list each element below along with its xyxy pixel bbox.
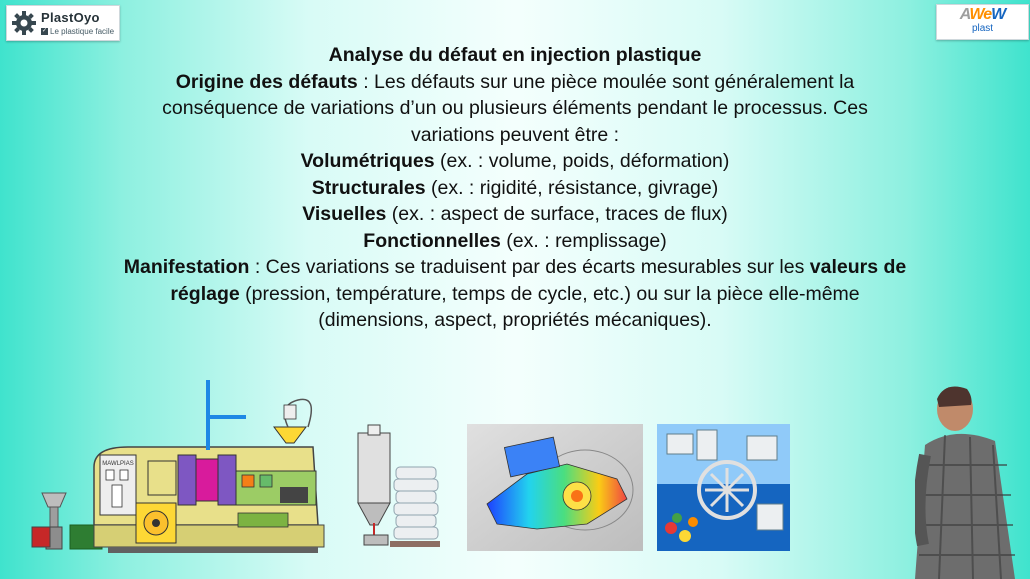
- plastoyo-tagline-text: Le plastique facile: [50, 27, 115, 36]
- origin-paragraph: [100, 69, 930, 149]
- manifestation-label: Manifestation: [123, 256, 250, 278]
- injection-machine-illustration: [28, 375, 448, 575]
- gear-icon: [11, 10, 37, 36]
- presenter-figure: [915, 375, 1030, 579]
- origin-label: Origine des défauts: [175, 70, 358, 93]
- manifestation-text-1: : Ces variations se traduisent par des écarts mesurables sur les: [249, 256, 810, 278]
- awew-subbrand: plast: [971, 23, 994, 34]
- item-label: Fonctionnelles: [363, 229, 501, 252]
- origin-text: : Les défauts sur une pièce moulée sont généralement la conséquence de variations d’un ou plusieurs éléments pendant le processus. Ces variations peuvent être :: [162, 70, 868, 146]
- slide-title: Analyse du défaut en injection plastique: [328, 44, 702, 66]
- list-item: [100, 175, 930, 202]
- item-text: (ex. : remplissage): [500, 229, 667, 252]
- plastoyo-tagline: [41, 27, 114, 36]
- manifestation-paragraph: [100, 254, 930, 334]
- item-label: Volumétriques: [300, 150, 435, 172]
- machine-panel-label: MAWLPIAS: [102, 461, 134, 467]
- plastoyo-logo: [6, 5, 120, 41]
- mold-flow-simulation-image: [467, 424, 643, 551]
- plastic-parts-image: [657, 424, 790, 551]
- list-item: [100, 228, 930, 255]
- manifestation-text-2: (pression, température, temps de cycle, etc.) ou sur la pièce elle-même (dimensions, aspect, propriétés mécaniques).: [239, 282, 860, 331]
- checkbox-icon: ✓: [41, 28, 48, 35]
- item-text: (ex. : rigidité, résistance, givrage): [425, 176, 719, 199]
- item-text: (ex. : volume, poids, déformation): [434, 150, 730, 172]
- slide-content: [100, 42, 930, 334]
- plastoyo-brand: PlastOyo: [41, 10, 100, 25]
- list-item: [100, 148, 930, 175]
- list-item: [100, 201, 930, 228]
- item-label: Structurales: [311, 176, 426, 199]
- item-text: (ex. : aspect de surface, traces de flux): [386, 203, 728, 225]
- awew-logo: [936, 4, 1029, 40]
- item-label: Visuelles: [302, 203, 387, 225]
- manifestation-bold: valeurs de réglage: [170, 256, 907, 305]
- awew-brand: AWeW: [959, 6, 1006, 23]
